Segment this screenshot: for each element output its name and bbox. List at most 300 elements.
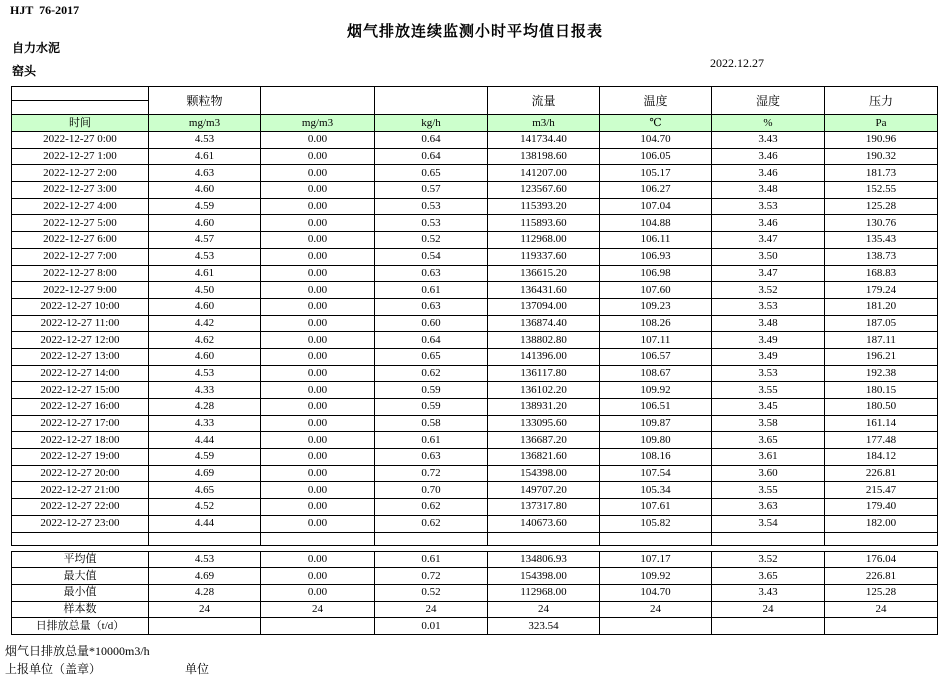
time-cell: 2022-12-27 14:00 (12, 365, 149, 382)
cell: 106.11 (600, 232, 712, 249)
cell: 4.60 (149, 215, 261, 232)
cell: 0.62 (375, 515, 488, 532)
cell: 106.05 (600, 148, 712, 165)
cell: 176.04 (825, 551, 938, 568)
cell: 4.60 (149, 348, 261, 365)
cell: 4.59 (149, 449, 261, 466)
cell: 0.61 (375, 432, 488, 449)
cell: 109.80 (600, 432, 712, 449)
cell: 107.60 (600, 282, 712, 299)
cell: 136431.60 (488, 282, 600, 299)
cell: 0.52 (375, 584, 488, 601)
summary-row (12, 568, 938, 585)
cell: 0.00 (261, 298, 375, 315)
cell: kg/h (375, 115, 488, 132)
report-date: 2022.12.27 (710, 56, 764, 70)
cell: 0.01 (375, 618, 488, 635)
cell: 0.63 (375, 265, 488, 282)
cell: 24 (712, 601, 825, 618)
cell: 168.83 (825, 265, 938, 282)
cell: 0.00 (261, 165, 375, 182)
cell: 3.61 (712, 449, 825, 466)
time-cell: 2022-12-27 5:00 (12, 215, 149, 232)
cell: 130.76 (825, 215, 938, 232)
flow-note: 烟气日排放总量*10000m3/h (5, 644, 150, 658)
time-cell: 2022-12-27 7:00 (12, 248, 149, 265)
summary-label: 最大值 (12, 568, 149, 585)
cell: 3.49 (712, 332, 825, 349)
cell: 135.43 (825, 232, 938, 249)
column-group-label: 流量 (488, 87, 600, 115)
cell: 0.61 (375, 551, 488, 568)
cell: 0.58 (375, 415, 488, 432)
cell (488, 532, 600, 545)
time-cell: 2022-12-27 8:00 (12, 265, 149, 282)
cell: 181.73 (825, 165, 938, 182)
time-cell: 2022-12-27 16:00 (12, 399, 149, 416)
cell (600, 618, 712, 635)
group-header-row (12, 87, 938, 115)
cell: 0.00 (261, 515, 375, 532)
cell: 136117.80 (488, 365, 600, 382)
cell: 125.28 (825, 584, 938, 601)
standard-code: HJT 76-2017 (10, 3, 80, 17)
cell: 123567.60 (488, 182, 600, 199)
cell: 24 (149, 601, 261, 618)
cell: 0.00 (261, 148, 375, 165)
hourly-row (12, 348, 938, 365)
summary-label: 日排放总量（t/d） (12, 618, 149, 635)
time-cell: 2022-12-27 18:00 (12, 432, 149, 449)
cell: 226.81 (825, 465, 938, 482)
cell: 0.70 (375, 482, 488, 499)
summary-label: 样本数 (12, 601, 149, 618)
cell: 138802.80 (488, 332, 600, 349)
hourly-row (12, 182, 938, 199)
cell: 0.62 (375, 499, 488, 516)
cell: 3.46 (712, 215, 825, 232)
cell: 192.38 (825, 365, 938, 382)
cell: 104.88 (600, 215, 712, 232)
cell: 4.42 (149, 315, 261, 332)
cell: 4.53 (149, 248, 261, 265)
cell: 3.55 (712, 382, 825, 399)
cell: 0.54 (375, 248, 488, 265)
cell: 115893.60 (488, 215, 600, 232)
empty-header-cell (261, 87, 375, 115)
cell: 187.05 (825, 315, 938, 332)
cell: 141207.00 (488, 165, 600, 182)
monitor-point: 窑头 (12, 64, 37, 78)
cell: 136821.60 (488, 449, 600, 466)
hourly-row (12, 165, 938, 182)
cell: 4.33 (149, 382, 261, 399)
cell: 4.28 (149, 399, 261, 416)
summary-row (12, 601, 938, 618)
cell: 109.23 (600, 298, 712, 315)
cell: 0.62 (375, 365, 488, 382)
cell: 24 (375, 601, 488, 618)
time-cell: 2022-12-27 17:00 (12, 415, 149, 432)
cell: 0.57 (375, 182, 488, 199)
cell: 0.59 (375, 399, 488, 416)
summary-row (12, 551, 938, 568)
cell: 125.28 (825, 198, 938, 215)
hourly-row (12, 515, 938, 532)
cell: 154398.00 (488, 465, 600, 482)
cell: 179.40 (825, 499, 938, 516)
hourly-row (12, 265, 938, 282)
cell: 112968.00 (488, 232, 600, 249)
hourly-row (12, 432, 938, 449)
cell: 0.00 (261, 282, 375, 299)
cell: 4.69 (149, 465, 261, 482)
cell: 106.98 (600, 265, 712, 282)
cell: 0.00 (261, 315, 375, 332)
cell: 108.26 (600, 315, 712, 332)
cell: 4.61 (149, 148, 261, 165)
unit-label: 单位 (185, 662, 210, 676)
cell: 4.44 (149, 515, 261, 532)
cell: 0.00 (261, 568, 375, 585)
time-cell: 2022-12-27 11:00 (12, 315, 149, 332)
cell: 4.50 (149, 282, 261, 299)
cell: 3.63 (712, 499, 825, 516)
cell: 4.62 (149, 332, 261, 349)
column-group-label: 颗粒物 (149, 87, 261, 115)
empty-header-cell (375, 87, 488, 115)
hourly-row (12, 482, 938, 499)
cell: 105.82 (600, 515, 712, 532)
cell: 180.50 (825, 399, 938, 416)
cell: 3.48 (712, 315, 825, 332)
cell: 3.45 (712, 399, 825, 416)
cell: 106.51 (600, 399, 712, 416)
cell: 0.00 (261, 465, 375, 482)
cell: 3.46 (712, 165, 825, 182)
summary-label: 最小值 (12, 584, 149, 601)
cell: 323.54 (488, 618, 600, 635)
cell: 3.52 (712, 551, 825, 568)
cell: 0.00 (261, 499, 375, 516)
cell: 109.92 (600, 568, 712, 585)
cell: 136874.40 (488, 315, 600, 332)
cell: 0.72 (375, 465, 488, 482)
cell: 4.28 (149, 584, 261, 601)
cell: 0.00 (261, 232, 375, 249)
hourly-row (12, 382, 938, 399)
column-group-label: 压力 (825, 87, 938, 115)
cell: 3.53 (712, 298, 825, 315)
hourly-row (12, 365, 938, 382)
cell: 187.11 (825, 332, 938, 349)
cell: 0.64 (375, 148, 488, 165)
cell: 0.00 (261, 432, 375, 449)
column-group-label: 湿度 (712, 87, 825, 115)
cell (825, 532, 938, 545)
cell: 3.65 (712, 568, 825, 585)
split-cell-top (12, 87, 148, 101)
cell: 109.92 (600, 382, 712, 399)
cell: 184.12 (825, 449, 938, 466)
hourly-row (12, 499, 938, 516)
cell: Pa (825, 115, 938, 132)
hourly-row (12, 332, 938, 349)
cell: 0.00 (261, 265, 375, 282)
cell: 4.57 (149, 232, 261, 249)
cell: 4.59 (149, 198, 261, 215)
cell: 152.55 (825, 182, 938, 199)
cell: m3/h (488, 115, 600, 132)
cell: 106.57 (600, 348, 712, 365)
cell: 24 (261, 601, 375, 618)
hourly-row (12, 132, 938, 149)
cell (375, 532, 488, 545)
hourly-row (12, 232, 938, 249)
tables-area (11, 86, 938, 635)
company-name: 自力水泥 (12, 41, 61, 55)
cell: 134806.93 (488, 551, 600, 568)
cell (600, 532, 712, 545)
cell: 196.21 (825, 348, 938, 365)
cell: 4.69 (149, 568, 261, 585)
cell: 0.00 (261, 382, 375, 399)
cell: 0.00 (261, 584, 375, 601)
cell: 0.00 (261, 449, 375, 466)
cell: 141734.40 (488, 132, 600, 149)
cell: 180.15 (825, 382, 938, 399)
cell: 3.47 (712, 232, 825, 249)
cell: 137094.00 (488, 298, 600, 315)
cell: 0.53 (375, 215, 488, 232)
cell: 0.60 (375, 315, 488, 332)
cell (149, 532, 261, 545)
summary-row (12, 618, 938, 635)
time-cell: 2022-12-27 22:00 (12, 499, 149, 516)
cell (261, 532, 375, 545)
cell: 3.49 (712, 348, 825, 365)
cell: 106.27 (600, 182, 712, 199)
cell (261, 618, 375, 635)
cell: 0.53 (375, 198, 488, 215)
hourly-row (12, 148, 938, 165)
cell: 182.00 (825, 515, 938, 532)
hourly-row (12, 215, 938, 232)
cell: 0.64 (375, 132, 488, 149)
summary-table (11, 551, 938, 635)
cell: 107.17 (600, 551, 712, 568)
hourly-row (12, 399, 938, 416)
cell: 138.73 (825, 248, 938, 265)
cell (12, 532, 149, 545)
cell: 4.53 (149, 365, 261, 382)
cell: 0.00 (261, 198, 375, 215)
time-cell: 2022-12-27 3:00 (12, 182, 149, 199)
cell: 3.43 (712, 132, 825, 149)
cell: 141396.00 (488, 348, 600, 365)
time-cell: 2022-12-27 12:00 (12, 332, 149, 349)
cell: 181.20 (825, 298, 938, 315)
unit-header-row (12, 115, 938, 132)
time-cell: 2022-12-27 2:00 (12, 165, 149, 182)
cell: 3.65 (712, 432, 825, 449)
column-group-label: 温度 (600, 87, 712, 115)
cell: 3.54 (712, 515, 825, 532)
cell (712, 618, 825, 635)
cell: 106.93 (600, 248, 712, 265)
spacer-body (12, 532, 938, 545)
cell: 0.00 (261, 415, 375, 432)
cell: 3.50 (712, 248, 825, 265)
cell: 104.70 (600, 584, 712, 601)
cell: 0.00 (261, 332, 375, 349)
time-cell: 2022-12-27 9:00 (12, 282, 149, 299)
cell: 107.11 (600, 332, 712, 349)
cell: 3.52 (712, 282, 825, 299)
cell: 4.52 (149, 499, 261, 516)
cell: 24 (488, 601, 600, 618)
time-header: 时间 (12, 115, 149, 132)
cell (712, 532, 825, 545)
cell: 105.34 (600, 482, 712, 499)
split-cell-bottom (12, 101, 148, 114)
cell: 138198.60 (488, 148, 600, 165)
cell: 108.67 (600, 365, 712, 382)
summary-row (12, 584, 938, 601)
cell: 115393.20 (488, 198, 600, 215)
time-header-split-cell (12, 87, 149, 115)
cell: 136102.20 (488, 382, 600, 399)
cell: 105.17 (600, 165, 712, 182)
cell: 0.00 (261, 365, 375, 382)
cell: 161.14 (825, 415, 938, 432)
hourly-row (12, 449, 938, 466)
cell (149, 618, 261, 635)
cell: 136687.20 (488, 432, 600, 449)
cell: 0.64 (375, 332, 488, 349)
cell: 136615.20 (488, 265, 600, 282)
cell: 4.53 (149, 132, 261, 149)
time-cell: 2022-12-27 1:00 (12, 148, 149, 165)
cell: 3.53 (712, 198, 825, 215)
cell: 104.70 (600, 132, 712, 149)
hourly-rows (12, 132, 938, 533)
cell: 226.81 (825, 568, 938, 585)
cell: 107.54 (600, 465, 712, 482)
cell: 0.00 (261, 551, 375, 568)
cell: 4.61 (149, 265, 261, 282)
cell: 140673.60 (488, 515, 600, 532)
cell: 190.32 (825, 148, 938, 165)
cell: 215.47 (825, 482, 938, 499)
report-unit-label: 上报单位（盖章） (5, 662, 102, 676)
cell: 3.48 (712, 182, 825, 199)
cell: 3.58 (712, 415, 825, 432)
cell: 107.61 (600, 499, 712, 516)
time-cell: 2022-12-27 20:00 (12, 465, 149, 482)
report-title: 烟气排放连续监测小时平均值日报表 (346, 24, 603, 40)
time-cell: 2022-12-27 0:00 (12, 132, 149, 149)
summary-label: 平均值 (12, 551, 149, 568)
cell: 154398.00 (488, 568, 600, 585)
time-cell: 2022-12-27 15:00 (12, 382, 149, 399)
cell: 0.61 (375, 282, 488, 299)
cell: 3.55 (712, 482, 825, 499)
cell: 0.00 (261, 482, 375, 499)
cell: 3.47 (712, 265, 825, 282)
summary-rows (12, 551, 938, 634)
cell: 137317.80 (488, 499, 600, 516)
time-cell: 2022-12-27 4:00 (12, 198, 149, 215)
cell: ℃ (600, 115, 712, 132)
cell: 109.87 (600, 415, 712, 432)
cell: mg/m3 (261, 115, 375, 132)
hourly-row (12, 198, 938, 215)
cell: 24 (825, 601, 938, 618)
cell: 3.43 (712, 584, 825, 601)
cell: 112968.00 (488, 584, 600, 601)
cell: 0.63 (375, 298, 488, 315)
cell: 4.33 (149, 415, 261, 432)
cell: 0.72 (375, 568, 488, 585)
hourly-row (12, 415, 938, 432)
cell: mg/m3 (149, 115, 261, 132)
cell: 108.16 (600, 449, 712, 466)
cell: 0.00 (261, 132, 375, 149)
cell: 4.60 (149, 298, 261, 315)
time-cell: 2022-12-27 21:00 (12, 482, 149, 499)
time-cell: 2022-12-27 10:00 (12, 298, 149, 315)
cell: 0.00 (261, 348, 375, 365)
hourly-row (12, 282, 938, 299)
cell: 4.63 (149, 165, 261, 182)
hourly-row (12, 248, 938, 265)
cell: 0.65 (375, 348, 488, 365)
cell: 149707.20 (488, 482, 600, 499)
cell: 0.00 (261, 182, 375, 199)
cell: 24 (600, 601, 712, 618)
cell: % (712, 115, 825, 132)
hourly-row (12, 315, 938, 332)
cell: 3.60 (712, 465, 825, 482)
cell: 0.59 (375, 382, 488, 399)
time-cell: 2022-12-27 23:00 (12, 515, 149, 532)
cell: 0.00 (261, 248, 375, 265)
cell: 177.48 (825, 432, 938, 449)
hourly-table (11, 86, 938, 546)
spacer-row (12, 532, 938, 545)
cell: 133095.60 (488, 415, 600, 432)
cell (825, 618, 938, 635)
cell: 3.46 (712, 148, 825, 165)
cell: 119337.60 (488, 248, 600, 265)
cell: 4.53 (149, 551, 261, 568)
cell: 4.65 (149, 482, 261, 499)
cell: 138931.20 (488, 399, 600, 416)
cell: 179.24 (825, 282, 938, 299)
time-cell: 2022-12-27 19:00 (12, 449, 149, 466)
cell: 0.52 (375, 232, 488, 249)
cell: 3.53 (712, 365, 825, 382)
time-cell: 2022-12-27 6:00 (12, 232, 149, 249)
hourly-row (12, 465, 938, 482)
cell: 0.00 (261, 215, 375, 232)
cell: 0.63 (375, 449, 488, 466)
cell: 0.65 (375, 165, 488, 182)
cell: 190.96 (825, 132, 938, 149)
cell: 107.04 (600, 198, 712, 215)
time-cell: 2022-12-27 13:00 (12, 348, 149, 365)
